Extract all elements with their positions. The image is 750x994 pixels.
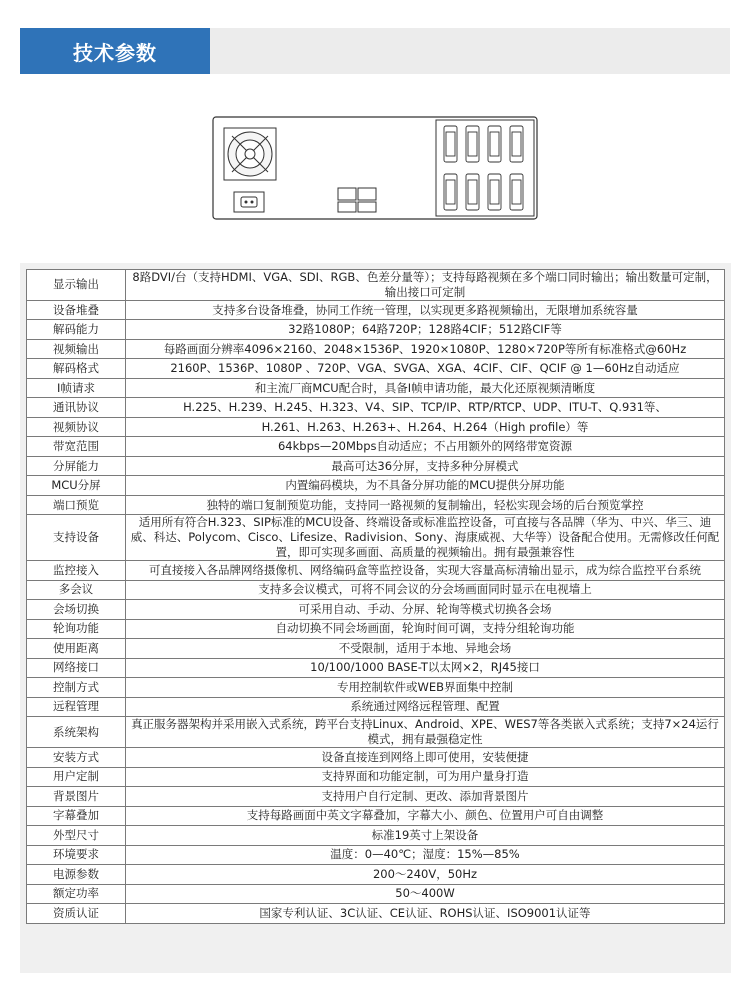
spec-value: 自动切换不同会场画面，轮询时间可调，支持分组轮询功能 [126,619,725,639]
spec-value: 专用控制软件或WEB界面集中控制 [126,678,725,698]
spec-table [26,269,725,924]
section-title: 技术参数 [20,28,210,74]
spec-value: 可采用自动、手动、分屏、轮询等模式切换各会场 [126,600,725,620]
spec-table-container [20,263,731,973]
spec-label: 字幕叠加 [27,806,126,826]
fan-icon [224,128,276,180]
spec-label: 解码格式 [27,359,126,379]
spec-label: 分屏能力 [27,456,126,476]
spec-label: 支持设备 [27,515,126,561]
spec-row [27,678,725,698]
spec-row [27,884,725,904]
spec-row [27,580,725,600]
spec-label: 远程管理 [27,697,126,717]
spec-value: 200～240V，50Hz [126,865,725,885]
spec-row [27,826,725,846]
spec-label: 端口预览 [27,495,126,515]
spec-value: 系统通过网络远程管理、配置 [126,697,725,717]
section-header [20,28,730,74]
device-rear-panel-illustration [212,116,538,220]
spec-row [27,359,725,379]
spec-row [27,767,725,787]
spec-label: I帧请求 [27,378,126,398]
spec-value: 8路DVI/台（支持HDMI、VGA、SDI、RGB、色差分量等）；支持每路视频在多个端口同时输出；输出数量可定制，输出接口可定制 [126,270,725,301]
spec-row [27,437,725,457]
spec-value: 真正服务器架构并采用嵌入式系统，跨平台支持Linux、Android、XPE、WES7等各类嵌入式系统；支持7×24运行模式，拥有最强稳定性 [126,717,725,748]
spec-row [27,339,725,359]
spec-label: MCU分屏 [27,476,126,496]
spec-row [27,456,725,476]
spec-value: 国家专利认证、3C认证、CE认证、ROHS认证、ISO9001认证等 [126,904,725,924]
spec-value: 和主流厂商MCU配合时，具备I帧申请功能，最大化还原视频清晰度 [126,378,725,398]
spec-row [27,619,725,639]
spec-row [27,697,725,717]
spec-row [27,398,725,418]
spec-value: 支持界面和功能定制，可为用户量身打造 [126,767,725,787]
spec-label: 资质认证 [27,904,126,924]
spec-row [27,639,725,659]
spec-value: 内置编码模块，为不具备分屏功能的MCU提供分屏功能 [126,476,725,496]
spec-row [27,845,725,865]
spec-row [27,787,725,807]
spec-label: 显示输出 [27,270,126,301]
spec-value: 64kbps—20Mbps自动适应；不占用额外的网络带宽资源 [126,437,725,457]
spec-value: 支持多台设备堆叠，协同工作统一管理，以实现更多路视频输出，无限增加系统容量 [126,300,725,320]
spec-label: 设备堆叠 [27,300,126,320]
spec-label: 会场切换 [27,600,126,620]
spec-value: 不受限制，适用于本地、异地会场 [126,639,725,659]
spec-row [27,495,725,515]
spec-row [27,600,725,620]
spec-label: 系统架构 [27,717,126,748]
spec-value: 设备直接连到网络上即可使用，安装便捷 [126,748,725,768]
spec-value: 支持多会议模式，可将不同会议的分会场画面同时显示在电视墙上 [126,580,725,600]
spec-row [27,865,725,885]
spec-value: 独特的端口复制预览功能，支持同一路视频的复制输出，轻松实现会场的后台预览掌控 [126,495,725,515]
spec-label: 控制方式 [27,678,126,698]
spec-label: 网络接口 [27,658,126,678]
spec-row [27,300,725,320]
spec-label: 安装方式 [27,748,126,768]
spec-value: 适用所有符合H.323、SIP标准的MCU设备、终端设备或标准监控设备，可直接与各品牌（华为、中兴、华三、迪威、科达、Polycom、Cisco、Lifesize、Radivision、Sony、海康威视、大华等）设备配合使用。无需修改任何配置，即可实现多画面、高质量的视频输出。拥有最强兼容性 [126,515,725,561]
spec-row [27,270,725,301]
spec-label: 视频输出 [27,339,126,359]
spec-value: 支持每路画面中英文字幕叠加，字幕大小、颜色、位置用户可自由调整 [126,806,725,826]
spec-label: 使用距离 [27,639,126,659]
spec-row [27,417,725,437]
spec-row [27,515,725,561]
spec-row [27,717,725,748]
spec-label: 轮询功能 [27,619,126,639]
spec-row [27,476,725,496]
spec-row [27,748,725,768]
spec-row [27,561,725,581]
spec-value: H.261、H.263、H.263+、H.264、H.264（High profile）等 [126,417,725,437]
spec-row [27,378,725,398]
spec-row [27,806,725,826]
spec-label: 解码能力 [27,320,126,340]
spec-label: 环境要求 [27,845,126,865]
spec-value: 50～400W [126,884,725,904]
spec-label: 额定功率 [27,884,126,904]
spec-value: 最高可达36分屏，支持多种分屏模式 [126,456,725,476]
spec-value: 2160P、1536P、1080P 、720P、VGA、SVGA、XGA、4CIF、CIF、QCIF @ 1—60Hz自动适应 [126,359,725,379]
spec-value: 每路画面分辨率4096×2160、2048×1536P、1920×1080P、1280×720P等所有标准格式@60Hz [126,339,725,359]
spec-label: 多会议 [27,580,126,600]
spec-label: 通讯协议 [27,398,126,418]
spec-label: 监控接入 [27,561,126,581]
spec-value: 标准19英寸上架设备 [126,826,725,846]
spec-label: 电源参数 [27,865,126,885]
power-socket-icon [234,192,264,212]
spec-label: 带宽范围 [27,437,126,457]
spec-value: 支持用户自行定制、更改、添加背景图片 [126,787,725,807]
spec-row [27,320,725,340]
spec-value: 10/100/1000 BASE-T以太网×2，RJ45接口 [126,658,725,678]
spec-value: H.225、H.239、H.245、H.323、V4、SIP、TCP/IP、RTP/RTCP、UDP、ITU-T、Q.931等、 [126,398,725,418]
spec-value: 可直接接入各品牌网络摄像机、网络编码盒等监控设备，实现大容量高标清输出显示，成为综合监控平台系统 [126,561,725,581]
spec-row [27,658,725,678]
spec-value: 温度：0—40℃；湿度：15%—85% [126,845,725,865]
spec-label: 外型尺寸 [27,826,126,846]
spec-row [27,904,725,924]
spec-label: 用户定制 [27,767,126,787]
spec-label: 背景图片 [27,787,126,807]
spec-value: 32路1080P；64路720P；128路4CIF；512路CIF等 [126,320,725,340]
spec-label: 视频协议 [27,417,126,437]
